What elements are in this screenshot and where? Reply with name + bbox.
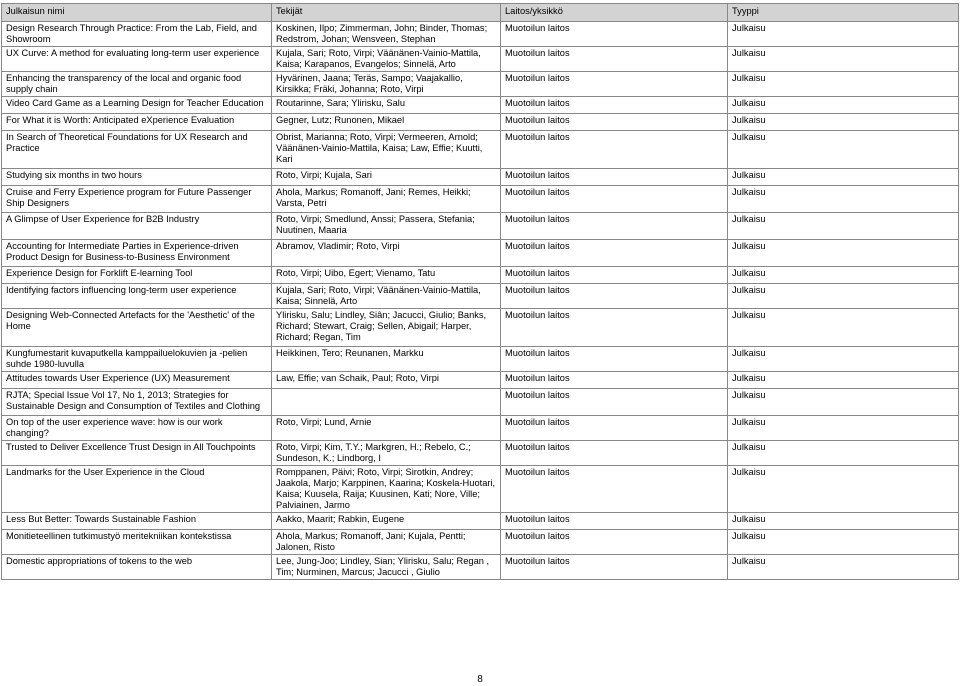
cell-department: Muotoilun laitos: [501, 372, 728, 389]
cell-title: Monitieteellinen tutkimustyö meritekniikan kontekstissa: [2, 530, 272, 555]
cell-authors: Heikkinen, Tero; Reunanen, Markku: [272, 347, 501, 372]
table-row: [2, 213, 959, 240]
cell-type: Julkaisu: [728, 555, 959, 580]
cell-title: Less But Better: Towards Sustainable Fashion: [2, 513, 272, 530]
cell-type: Julkaisu: [728, 513, 959, 530]
table-row: [2, 555, 959, 580]
column-header-title: Julkaisun nimi: [2, 4, 272, 22]
table-row: [2, 284, 959, 309]
cell-department: Muotoilun laitos: [501, 114, 728, 131]
cell-department: Muotoilun laitos: [501, 22, 728, 47]
cell-title: Experience Design for Forklift E-learning Tool: [2, 267, 272, 284]
cell-authors: Lee, Jung-Joo; Lindley, Sian; Ylirisku, Salu; Regan , Tim; Nurminen, Marcus; Jacucci , Giulio: [272, 555, 501, 580]
table-row: [2, 47, 959, 72]
cell-type: Julkaisu: [728, 169, 959, 186]
table-row: [2, 372, 959, 389]
cell-department: Muotoilun laitos: [501, 240, 728, 267]
table-body: [2, 22, 959, 580]
table-row: [2, 22, 959, 47]
cell-type: Julkaisu: [728, 309, 959, 347]
cell-type: Julkaisu: [728, 22, 959, 47]
cell-type: Julkaisu: [728, 72, 959, 97]
cell-type: Julkaisu: [728, 114, 959, 131]
table-row: [2, 169, 959, 186]
table-row: [2, 513, 959, 530]
cell-authors: Roto, Virpi; Kim, T.Y.; Markgren, H.; Rebelo, C.; Sundeson, K.; Lindborg, I: [272, 441, 501, 466]
cell-title: Kungfumestarit kuvaputkella kamppailuelokuvien ja -pelien suhde 1980-luvulla: [2, 347, 272, 372]
cell-department: Muotoilun laitos: [501, 466, 728, 513]
cell-title: Trusted to Deliver Excellence Trust Design in All Touchpoints: [2, 441, 272, 466]
cell-department: Muotoilun laitos: [501, 131, 728, 169]
cell-authors: Gegner, Lutz; Runonen, Mikael: [272, 114, 501, 131]
cell-type: Julkaisu: [728, 240, 959, 267]
cell-type: Julkaisu: [728, 284, 959, 309]
cell-department: Muotoilun laitos: [501, 513, 728, 530]
cell-type: Julkaisu: [728, 131, 959, 169]
cell-title: RJTA; Special Issue Vol 17, No 1, 2013; Strategies for Sustainable Design and Consumption of Textiles and Clothing: [2, 389, 272, 416]
table-row: [2, 309, 959, 347]
table-row: [2, 114, 959, 131]
column-header-department: Laitos/yksikkö: [501, 4, 728, 22]
cell-authors: Law, Effie; van Schaik, Paul; Roto, Virpi: [272, 372, 501, 389]
cell-title: Identifying factors influencing long-term user experience: [2, 284, 272, 309]
cell-title: On top of the user experience wave: how is our work changing?: [2, 416, 272, 441]
cell-authors: Hyvärinen, Jaana; Teräs, Sampo; Vaajakallio, Kirsikka; Fräki, Johanna; Roto, Virpi: [272, 72, 501, 97]
cell-title: Landmarks for the User Experience in the Cloud: [2, 466, 272, 513]
cell-type: Julkaisu: [728, 213, 959, 240]
cell-title: Designing Web-Connected Artefacts for the 'Aesthetic' of the Home: [2, 309, 272, 347]
cell-title: A Glimpse of User Experience for B2B Industry: [2, 213, 272, 240]
publications-table: [1, 3, 959, 580]
cell-title: Cruise and Ferry Experience program for Future Passenger Ship Designers: [2, 186, 272, 213]
cell-type: Julkaisu: [728, 347, 959, 372]
cell-department: Muotoilun laitos: [501, 309, 728, 347]
table-row: [2, 97, 959, 114]
cell-authors: Abramov, Vladimir; Roto, Virpi: [272, 240, 501, 267]
cell-title: Enhancing the transparency of the local and organic food supply chain: [2, 72, 272, 97]
cell-authors: Obrist, Marianna; Roto, Virpi; Vermeeren, Arnold; Väänänen-Vainio-Mattila, Kaisa; Law, Effie; Kuutti, Kari: [272, 131, 501, 169]
cell-authors: Routarinne, Sara; Ylirisku, Salu: [272, 97, 501, 114]
cell-department: Muotoilun laitos: [501, 347, 728, 372]
cell-authors: Ahola, Markus; Romanoff, Jani; Remes, Heikki; Varsta, Petri: [272, 186, 501, 213]
table-row: [2, 389, 959, 416]
cell-title: Video Card Game as a Learning Design for Teacher Education: [2, 97, 272, 114]
cell-title: For What it is Worth: Anticipated eXperience Evaluation: [2, 114, 272, 131]
table-row: [2, 131, 959, 169]
cell-type: Julkaisu: [728, 466, 959, 513]
cell-authors: Roto, Virpi; Lund, Arnie: [272, 416, 501, 441]
cell-authors: Roto, Virpi; Smedlund, Anssi; Passera, Stefania; Nuutinen, Maaria: [272, 213, 501, 240]
table-row: [2, 416, 959, 441]
cell-type: Julkaisu: [728, 97, 959, 114]
table-row: [2, 347, 959, 372]
cell-authors: Roto, Virpi; Uibo, Egert; Vienamo, Tatu: [272, 267, 501, 284]
page-number: 8: [477, 674, 483, 685]
cell-title: Accounting for Intermediate Parties in Experience-driven Product Design for Business-to-Business Environment: [2, 240, 272, 267]
cell-department: Muotoilun laitos: [501, 47, 728, 72]
cell-department: Muotoilun laitos: [501, 267, 728, 284]
cell-department: Muotoilun laitos: [501, 555, 728, 580]
column-header-type: Tyyppi: [728, 4, 959, 22]
table-row: [2, 466, 959, 513]
cell-type: Julkaisu: [728, 267, 959, 284]
table-row: [2, 530, 959, 555]
cell-title: In Search of Theoretical Foundations for UX Research and Practice: [2, 131, 272, 169]
table-row: [2, 240, 959, 267]
cell-authors: Romppanen, Päivi; Roto, Virpi; Sirotkin, Andrey; Jaakola, Marjo; Karppinen, Kaarina; Koskela-Huotari, Kaisa; Kuusela, Raija; Kuusinen, Kati; Nore, Ville; Palviainen, Jarmo: [272, 466, 501, 513]
cell-type: Julkaisu: [728, 389, 959, 416]
cell-authors: Ylirisku, Salu; Lindley, Siân; Jacucci, Giulio; Banks, Richard; Stewart, Craig; Sellen, Abigail; Harper, Richard; Regan, Tim: [272, 309, 501, 347]
cell-department: Muotoilun laitos: [501, 213, 728, 240]
cell-authors: [272, 389, 501, 416]
cell-authors: Kujala, Sari; Roto, Virpi; Väänänen-Vainio-Mattila, Kaisa; Sinnelä, Arto: [272, 284, 501, 309]
table-row: [2, 267, 959, 284]
cell-department: Muotoilun laitos: [501, 530, 728, 555]
cell-type: Julkaisu: [728, 372, 959, 389]
table-row: [2, 441, 959, 466]
cell-type: Julkaisu: [728, 416, 959, 441]
cell-title: Studying six months in two hours: [2, 169, 272, 186]
cell-department: Muotoilun laitos: [501, 97, 728, 114]
cell-authors: Kujala, Sari; Roto, Virpi; Väänänen-Vainio-Mattila, Kaisa; Karapanos, Evangelos; Sinnelä, Arto: [272, 47, 501, 72]
cell-authors: Koskinen, Ilpo; Zimmerman, John; Binder, Thomas; Redstrom, Johan; Wensveen, Stephan: [272, 22, 501, 47]
cell-type: Julkaisu: [728, 186, 959, 213]
cell-title: UX Curve: A method for evaluating long-term user experience: [2, 47, 272, 72]
table-row: [2, 72, 959, 97]
cell-department: Muotoilun laitos: [501, 72, 728, 97]
cell-department: Muotoilun laitos: [501, 441, 728, 466]
cell-department: Muotoilun laitos: [501, 169, 728, 186]
table-row: [2, 186, 959, 213]
cell-department: Muotoilun laitos: [501, 186, 728, 213]
cell-department: Muotoilun laitos: [501, 416, 728, 441]
cell-title: Attitudes towards User Experience (UX) Measurement: [2, 372, 272, 389]
cell-authors: Roto, Virpi; Kujala, Sari: [272, 169, 501, 186]
column-header-authors: Tekijät: [272, 4, 501, 22]
cell-title: Design Research Through Practice: From the Lab, Field, and Showroom: [2, 22, 272, 47]
cell-authors: Aakko, Maarit; Rabkin, Eugene: [272, 513, 501, 530]
cell-department: Muotoilun laitos: [501, 284, 728, 309]
cell-department: Muotoilun laitos: [501, 389, 728, 416]
cell-type: Julkaisu: [728, 441, 959, 466]
table-header-row: [2, 4, 959, 22]
cell-type: Julkaisu: [728, 47, 959, 72]
cell-title: Domestic appropriations of tokens to the web: [2, 555, 272, 580]
cell-type: Julkaisu: [728, 530, 959, 555]
cell-authors: Ahola, Markus; Romanoff, Jani; Kujala, Pentti; Jalonen, Risto: [272, 530, 501, 555]
